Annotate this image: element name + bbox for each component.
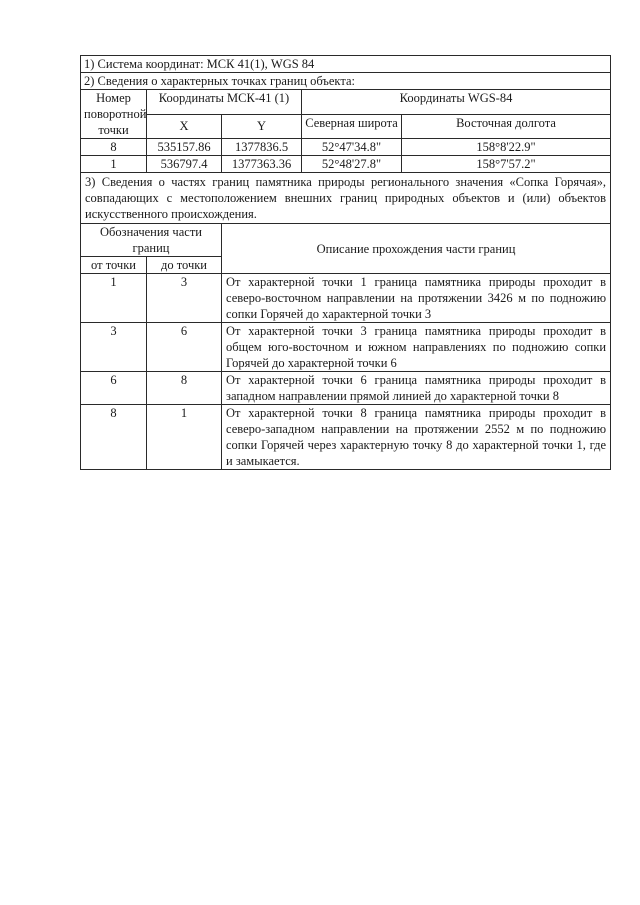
msk-header: Координаты МСК-41 (1) [147, 90, 302, 115]
longitude-value: 158°8'22.9" [402, 139, 611, 156]
from-point: 6 [81, 372, 147, 405]
part-row [81, 372, 611, 405]
point-number: 1 [81, 156, 147, 173]
latitude-value: 52°47'34.8" [302, 139, 402, 156]
part-row [81, 405, 611, 470]
y-value: 1377363.36 [222, 156, 302, 173]
section-1-row [81, 56, 611, 73]
part-row [81, 274, 611, 323]
x-header: X [147, 114, 222, 139]
x-value: 536797.4 [147, 156, 222, 173]
y-header: Y [222, 114, 302, 139]
from-point: 3 [81, 323, 147, 372]
parts-header-row-1 [81, 224, 611, 257]
to-point: 8 [147, 372, 222, 405]
to-point: 3 [147, 274, 222, 323]
section-3-row [81, 173, 611, 224]
latitude-value: 52°48'27.8" [302, 156, 402, 173]
latitude-header: Северная широта [302, 114, 402, 139]
part-description: От характерной точки 6 граница памятника природы проходит в западном направлении прямой линией до характерной точки 8 [222, 372, 611, 405]
from-point-header: от точки [81, 257, 147, 274]
coords-row [81, 156, 611, 173]
coords-header-row-2 [81, 114, 611, 139]
parts-section-title: 3) Сведения о частях границ памятника природы регионального значения «Сопка Горячая», совпадающих с местоположением внешних границ природных объектов и (или) объектов искусственного происхождения. [81, 173, 611, 224]
description-header: Описание прохождения части границ [222, 224, 611, 274]
to-point-header: до точки [147, 257, 222, 274]
coords-row [81, 139, 611, 156]
part-description: От характерной точки 3 граница памятника природы проходит в общем юго-восточном и южном направлениях по подножию сопки Горячей до характерной точки 6 [222, 323, 611, 372]
to-point: 1 [147, 405, 222, 470]
y-value: 1377836.5 [222, 139, 302, 156]
points-section-title: 2) Сведения о характерных точках границ объекта: [81, 73, 611, 90]
section-2-row [81, 73, 611, 90]
x-value: 535157.86 [147, 139, 222, 156]
part-description: От характерной точки 8 граница памятника природы проходит в северо-западном направлении на протяжении 2552 м по подножию сопки Горячей через характерную точку 8 до характерной точки 1, где и замыкается. [222, 405, 611, 470]
coords-header-row-1 [81, 90, 611, 115]
part-description: От характерной точки 1 граница памятника природы проходит в северо-восточном направлении на протяжении 3426 м по подножию сопки Горячей до характерной точки 3 [222, 274, 611, 323]
wgs-header: Координаты WGS-84 [302, 90, 611, 115]
designation-header: Обозначения части границ [81, 224, 222, 257]
longitude-header: Восточная долгота [402, 114, 611, 139]
from-point: 8 [81, 405, 147, 470]
to-point: 6 [147, 323, 222, 372]
from-point: 1 [81, 274, 147, 323]
document-page [80, 55, 610, 470]
point-number: 8 [81, 139, 147, 156]
longitude-value: 158°7'57.2" [402, 156, 611, 173]
boundary-table [80, 55, 611, 470]
part-row [81, 323, 611, 372]
coordinate-system-text: 1) Система координат: МСК 41(1), WGS 84 [81, 56, 611, 73]
point-number-header: Номер поворотной точки [81, 90, 147, 139]
